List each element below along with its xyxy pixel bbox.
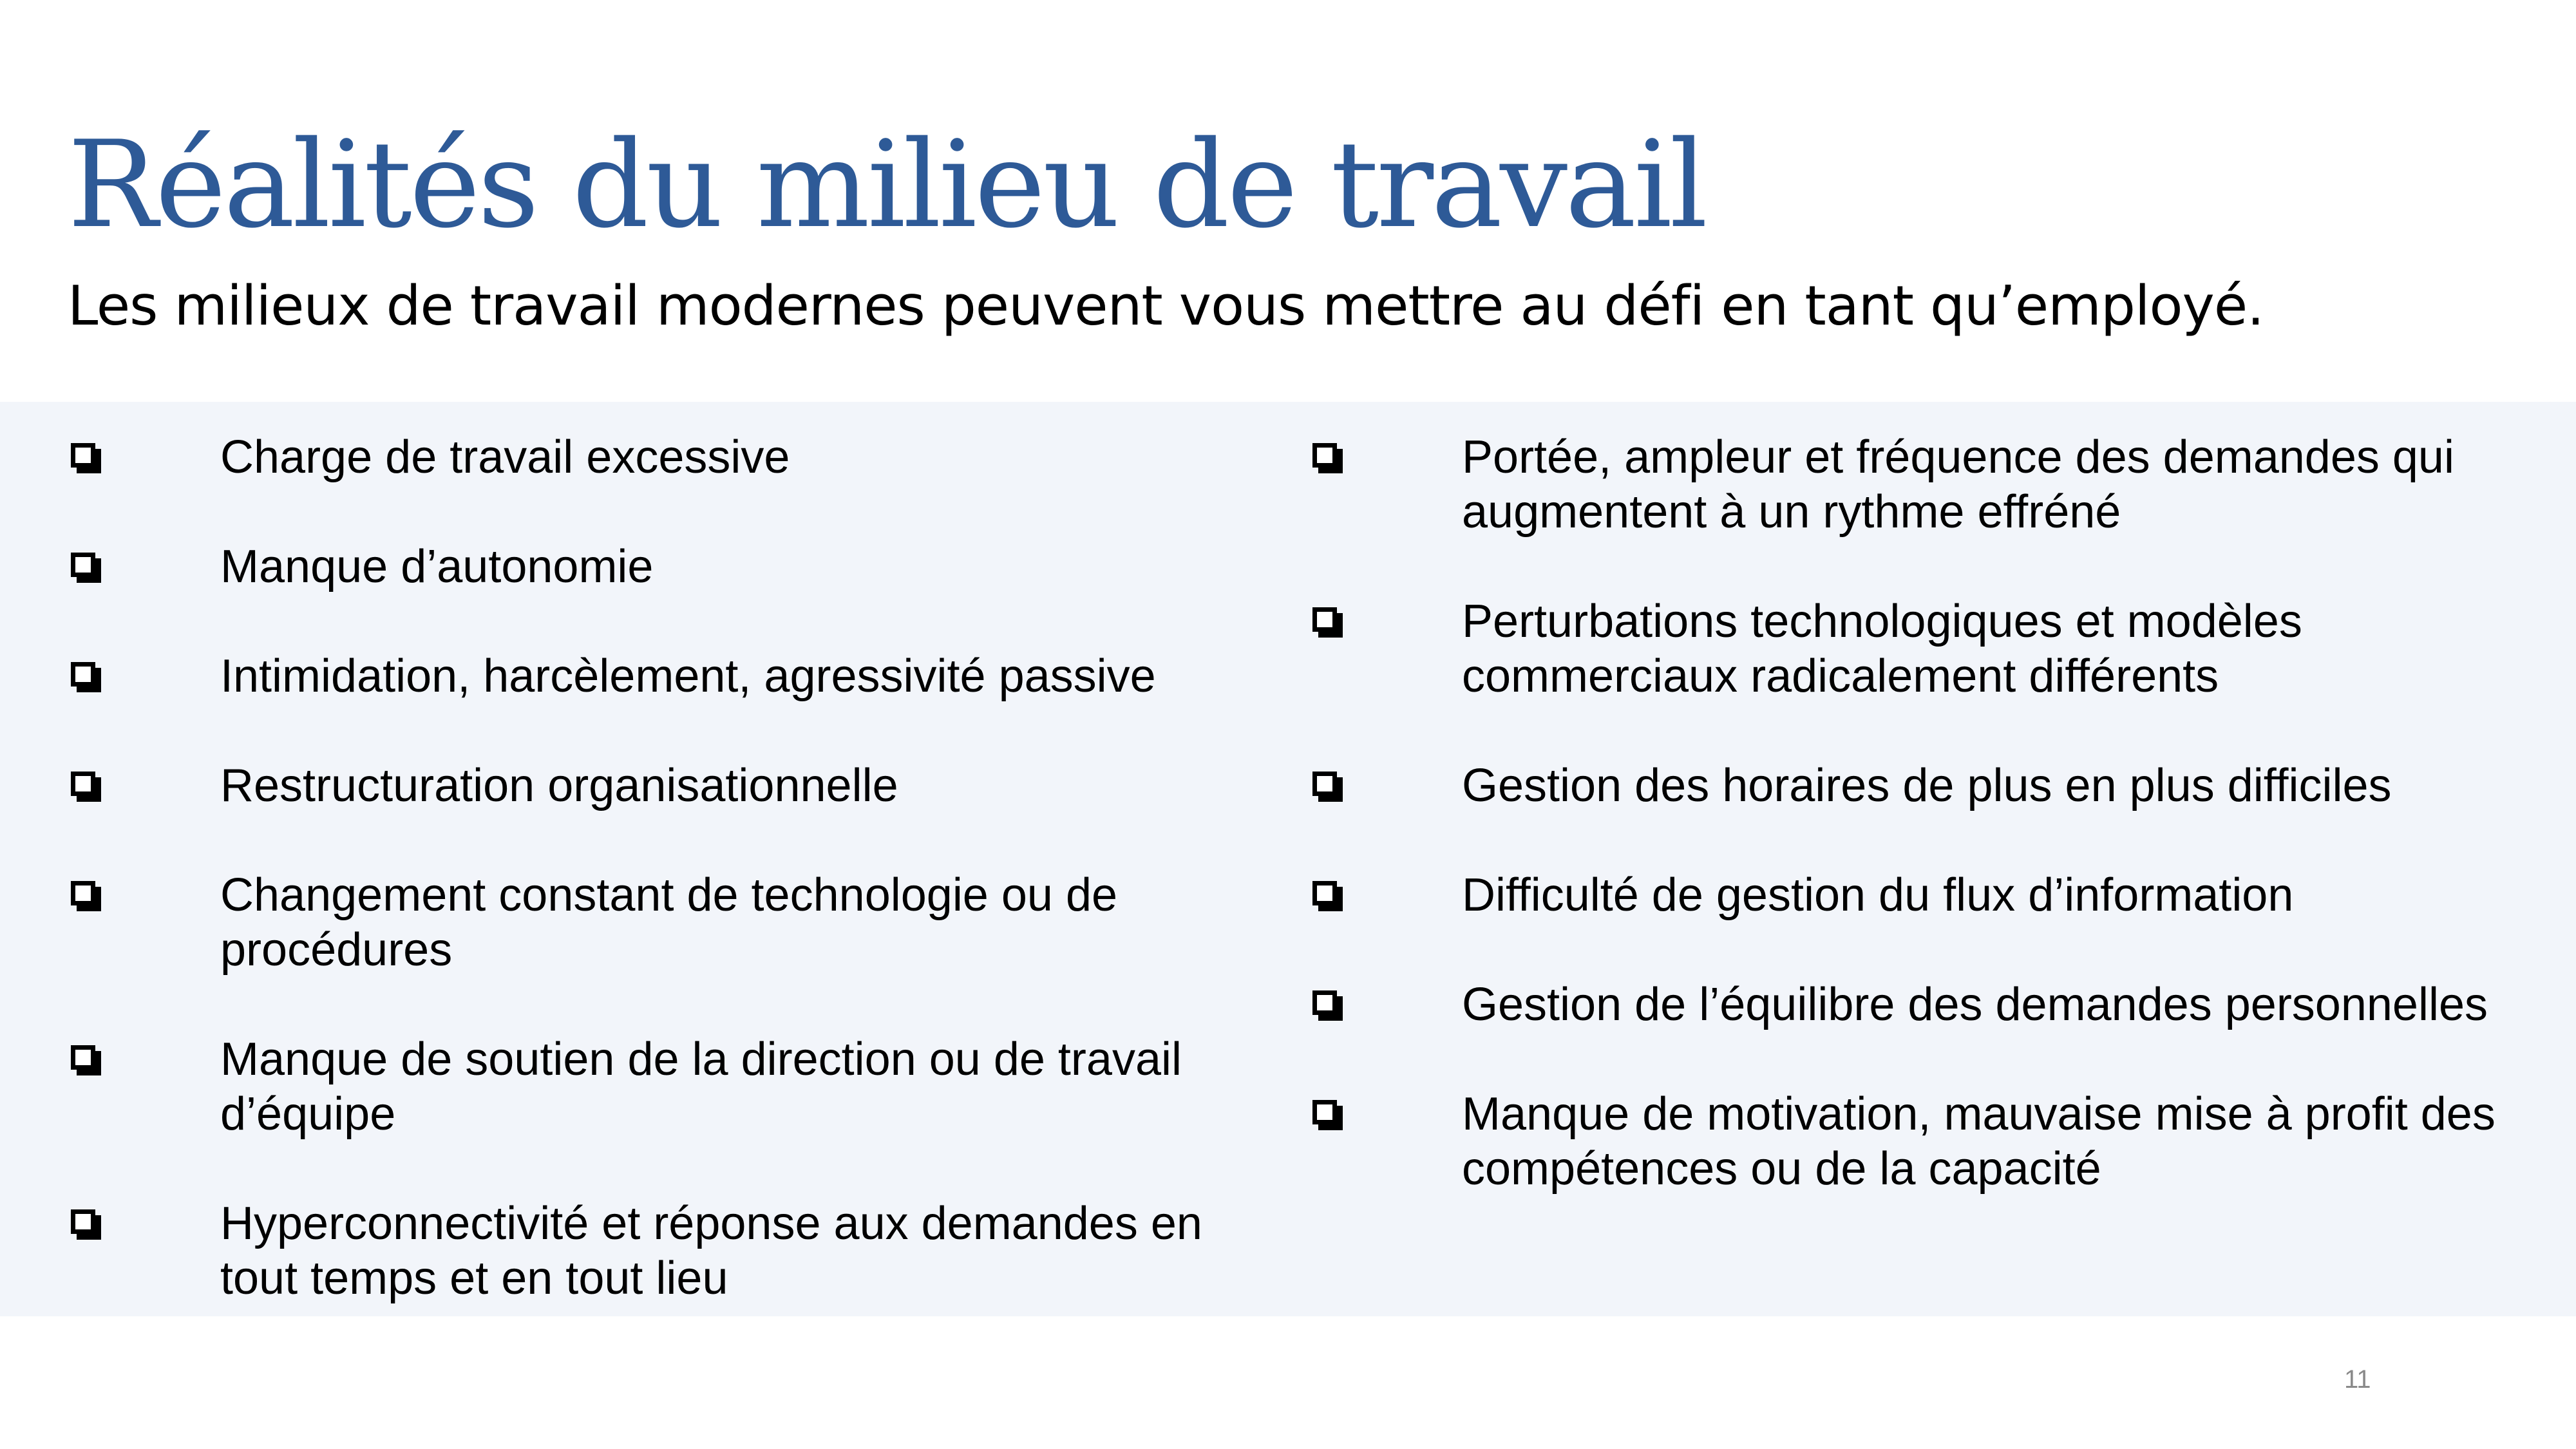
checkbox-icon <box>71 881 95 905</box>
list-item <box>68 759 1265 813</box>
list-item-text: tout temps et en tout lieu <box>220 1253 728 1304</box>
list-item <box>1309 759 2533 813</box>
list-item-text: Perturbations technologiques et modèles <box>1462 596 2302 647</box>
list-item-text: Manque de motivation, mauvaise mise à profit des <box>1462 1088 2496 1140</box>
checkbox-icon <box>71 1209 95 1234</box>
right-bullet-list <box>1309 430 2533 1197</box>
list-item <box>1309 430 2533 540</box>
list-item <box>68 1197 1265 1306</box>
list-item <box>1309 1087 2533 1197</box>
checkbox-icon <box>1312 990 1337 1015</box>
list-item <box>68 649 1265 704</box>
list-item-text: commerciaux radicalement différents <box>1462 650 2219 702</box>
list-item <box>68 540 1265 594</box>
checkbox-icon <box>1312 1100 1337 1124</box>
checkbox-icon <box>1312 443 1337 468</box>
list-item-text: Hyperconnectivité et réponse aux demandes en <box>220 1198 1202 1249</box>
list-item-text: Changement constant de technologie ou de <box>220 869 1118 921</box>
checkbox-icon <box>71 1045 95 1070</box>
list-item-text: Difficulté de gestion du flux d’information <box>1462 869 2294 921</box>
slide-subtitle: Les milieux de travail modernes peuvent vous mettre au défi en tant qu’employé. <box>68 274 2264 338</box>
list-item-text: compétences ou de la capacité <box>1462 1143 2101 1195</box>
list-item-text: Gestion des horaires de plus en plus difficiles <box>1462 760 2392 811</box>
checkbox-icon <box>71 553 95 577</box>
checkbox-icon <box>1312 772 1337 796</box>
left-bullet-list <box>68 430 1265 1306</box>
list-item-text: Manque d’autonomie <box>220 541 654 592</box>
list-item-text: Charge de travail excessive <box>220 431 790 483</box>
list-item <box>68 430 1265 485</box>
checkbox-icon <box>71 772 95 796</box>
list-item <box>68 868 1265 978</box>
page-number: 11 <box>2344 1365 2371 1394</box>
checkbox-icon <box>71 662 95 687</box>
list-item <box>1309 868 2533 923</box>
list-item-text: procédures <box>220 924 453 976</box>
list-item <box>1309 978 2533 1032</box>
checkbox-icon <box>1312 881 1337 905</box>
list-item-text: Portée, ampleur et fréquence des demandes qui <box>1462 431 2454 483</box>
list-item-text: augmentent à un rythme effréné <box>1462 486 2121 538</box>
list-item <box>68 1032 1265 1142</box>
list-item-text: d’équipe <box>220 1088 396 1140</box>
slide-title: Réalités du milieu de travail <box>68 115 1705 254</box>
checkbox-icon <box>71 443 95 468</box>
list-item-text: Restructuration organisationnelle <box>220 760 898 811</box>
list-item-text: Manque de soutien de la direction ou de travail <box>220 1034 1182 1085</box>
list-item-text: Intimidation, harcèlement, agressivité passive <box>220 650 1156 702</box>
content-panel <box>0 402 2576 1316</box>
checkbox-icon <box>1312 607 1337 632</box>
list-item <box>1309 594 2533 704</box>
list-item-text: Gestion de l’équilibre des demandes personnelles <box>1462 979 2488 1030</box>
